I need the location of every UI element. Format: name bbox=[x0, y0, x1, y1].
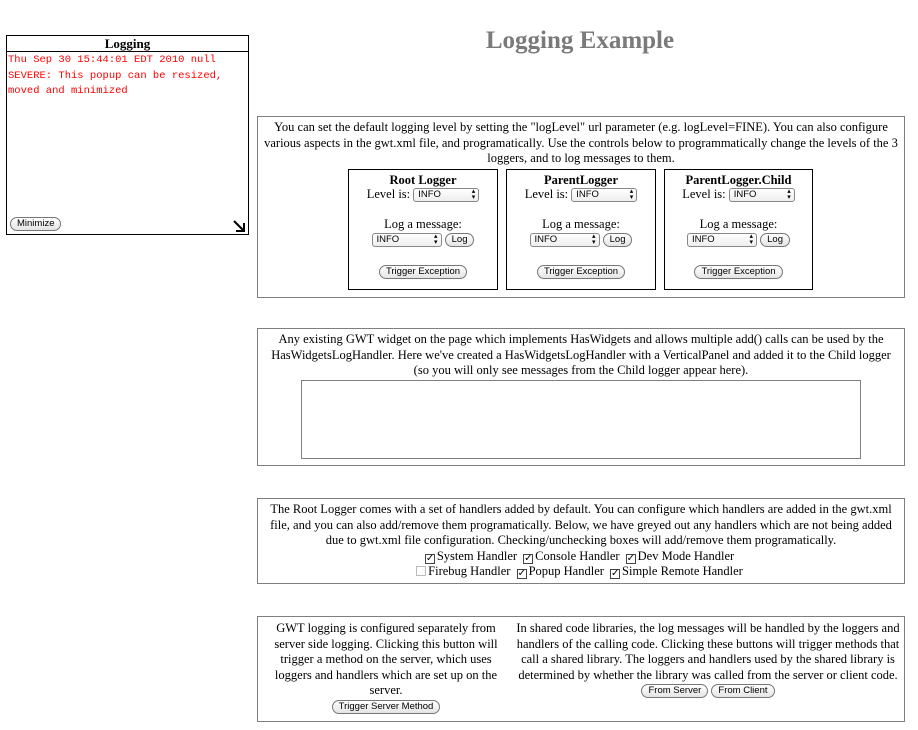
server-panel bbox=[257, 616, 905, 722]
server-right-column bbox=[516, 621, 900, 699]
logger-title: ParentLogger.Child bbox=[685, 173, 792, 187]
level-label: Level is: bbox=[366, 187, 411, 201]
trigger-exception-button[interactable]: Trigger Exception bbox=[379, 265, 467, 279]
child-logger-box bbox=[664, 169, 813, 290]
level-select[interactable]: INFO ▴ ▾ bbox=[571, 188, 637, 202]
handler-label: Console Handler bbox=[535, 548, 620, 563]
shared-code-text: In shared code libraries, the log messages will be handled by the loggers and handlers of the calling code. Clicking these buttons will trigger methods that call a shared library. The loggers and handlers used by the shared library is determined by whether the library was called from the server or client code. bbox=[516, 621, 900, 682]
handlers-panel bbox=[257, 498, 905, 584]
logging-popup[interactable] bbox=[6, 35, 249, 235]
message-level-select[interactable]: INFO ▴ ▾ bbox=[687, 233, 757, 247]
simple-remote-handler-checkbox[interactable]: ✓ bbox=[611, 568, 620, 579]
handler-label: System Handler bbox=[436, 548, 518, 563]
handlers-row-2 bbox=[258, 564, 904, 580]
from-client-button[interactable]: From Client bbox=[711, 684, 774, 698]
page-title: Logging Example bbox=[485, 27, 675, 54]
handler-label: Simple Remote Handler bbox=[622, 564, 743, 578]
logger-title: Root Logger bbox=[389, 173, 457, 187]
level-select[interactable]: INFO ▴ ▾ bbox=[729, 188, 795, 202]
server-logging-text: GWT logging is configured separately from server side logging. Clicking this button will trigger a method on the server, which uses loggers and handlers which are set up on the server. bbox=[274, 621, 498, 697]
level-label: Level is: bbox=[682, 187, 726, 201]
level-label: Level is: bbox=[524, 187, 569, 201]
handler-label: Popup Handler bbox=[528, 564, 604, 578]
log-button[interactable]: Log bbox=[760, 233, 790, 247]
logger-title: ParentLogger bbox=[543, 173, 619, 187]
handlers-row-1 bbox=[258, 549, 904, 565]
popup-title[interactable]: Logging bbox=[7, 36, 248, 52]
popup-log-text: Thu Sep 30 15:44:01 EDT 2010 null SEVERE: This popup can be resized, moved and minimized bbox=[8, 54, 223, 97]
log-message-label: Log a message: bbox=[542, 217, 620, 232]
has-widgets-panel bbox=[257, 328, 905, 466]
handler-label: Firebug Handler bbox=[428, 564, 511, 578]
resize-arrow-icon[interactable] bbox=[232, 219, 246, 233]
handler-label: Dev Mode Handler bbox=[637, 548, 735, 563]
dev-mode-handler-checkbox[interactable]: ✓ bbox=[626, 552, 636, 564]
from-server-button[interactable]: From Server bbox=[641, 684, 708, 698]
log-button[interactable]: Log bbox=[603, 233, 633, 247]
level-select[interactable]: INFO ▴ ▾ bbox=[413, 188, 479, 202]
server-left-column bbox=[264, 621, 508, 714]
popup-handler-checkbox[interactable]: ✓ bbox=[517, 568, 526, 579]
firebug-handler-checkbox bbox=[416, 566, 426, 576]
message-level-select[interactable]: INFO ▴ ▾ bbox=[530, 233, 600, 247]
has-widgets-text: Any existing GWT widget on the page which implements HasWidgets and allows multiple add() calls can be used by the HasWidgetsLogHandler. Here we've created a HasWidgetsLogHandler with a VerticalPanel and added it to the Child logger (so you will only see messages from the Child logger appear here). bbox=[271, 332, 891, 377]
message-level-select[interactable]: INFO ▴ ▾ bbox=[372, 233, 442, 247]
parent-logger-box bbox=[506, 169, 656, 290]
handlers-text: The Root Logger comes with a set of handlers added by default. You can configure which handlers are added in the gwt.xml file, and you can also add/remove them programatically. Below, we have greyed out any handlers which are not being added due to gwt.xml file configuration. Checking/unchecking boxes will add/remove them programatically. bbox=[270, 502, 892, 547]
levels-intro-text: You can set the default logging level by setting the "logLevel" url parameter (e.g. logLevel=FINE). You can also configure various aspects in the gwt.xml file, and programatically. Use the controls below to programmatically change the levels of the 3 loggers, and to log messages to them. bbox=[264, 120, 898, 165]
system-handler-checkbox[interactable]: ✓ bbox=[425, 552, 435, 564]
trigger-exception-button[interactable]: Trigger Exception bbox=[694, 265, 782, 279]
trigger-server-method-button[interactable]: Trigger Server Method bbox=[332, 700, 441, 714]
vertical-log-panel bbox=[301, 380, 861, 459]
log-button[interactable]: Log bbox=[445, 233, 475, 247]
root-logger-box bbox=[348, 169, 498, 290]
log-message-label: Log a message: bbox=[384, 217, 462, 232]
log-message-label: Log a message: bbox=[699, 217, 778, 232]
trigger-exception-button[interactable]: Trigger Exception bbox=[537, 265, 625, 279]
minimize-button[interactable]: Minimize bbox=[10, 217, 61, 231]
console-handler-checkbox[interactable]: ✓ bbox=[524, 552, 533, 564]
